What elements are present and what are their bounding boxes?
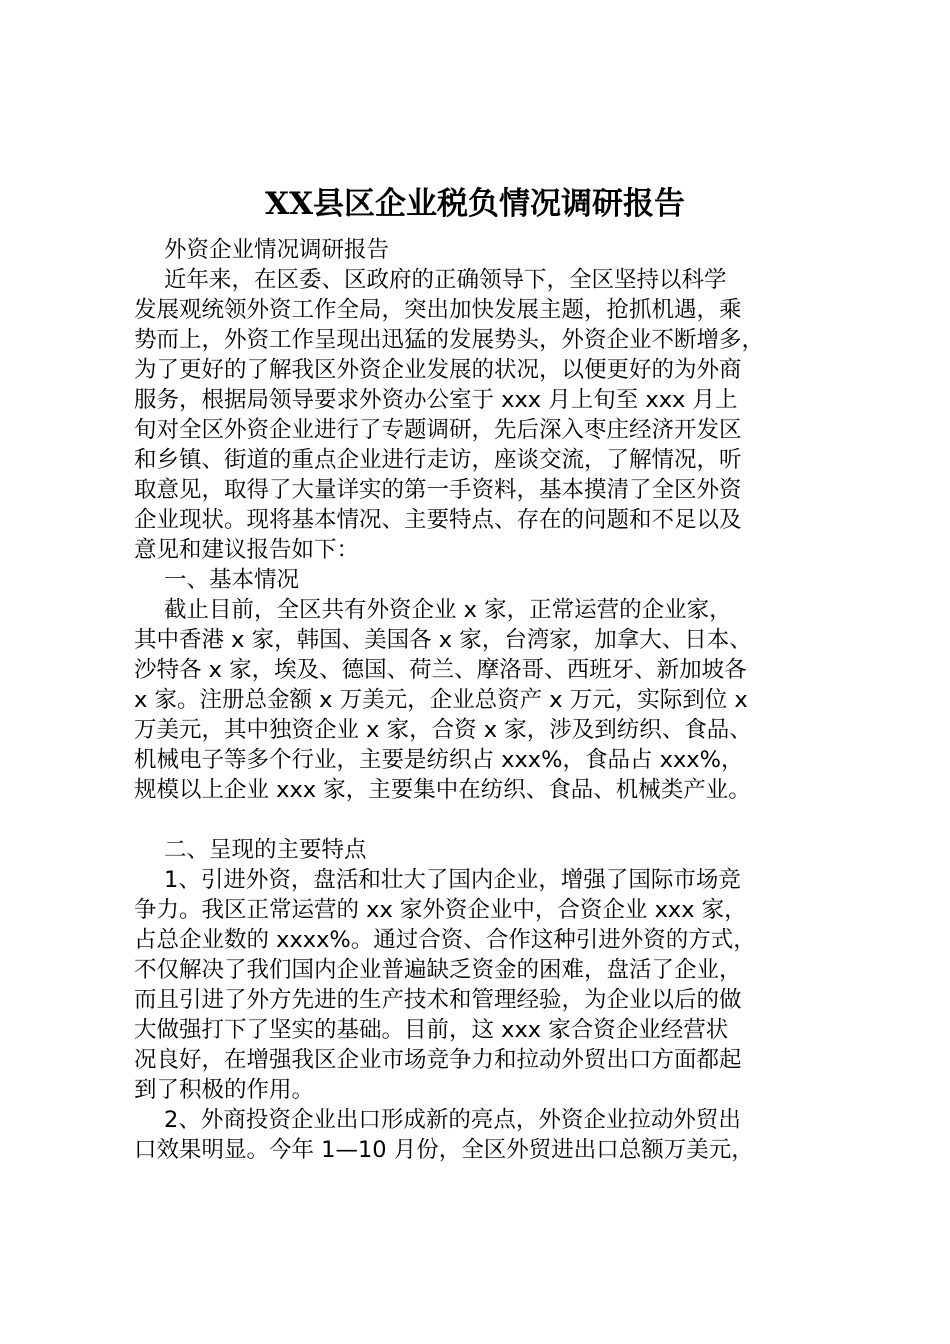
paragraph-line: 企业现状。现将基本情况、主要特点、存在的问题和不足以及 (134, 507, 742, 533)
paragraph-line: 为了更好的了解我区外资企业发展的状况，以便更好的为外商 (134, 357, 742, 383)
paragraph-line: 服务，根据局领导要求外资办公室于 xxx 月上旬至 xxx 月上 (134, 387, 738, 413)
paragraph-line: 意见和建议报告如下： (134, 537, 360, 563)
paragraph-line: 况良好，在增强我区企业市场竞争力和拉动外贸出口方面都起 (134, 1047, 742, 1073)
paragraph-line: 争力。我区正常运营的 xx 家外资企业中，合资企业 xxx 家， (134, 897, 747, 923)
paragraph-line: 势而上，外资工作呈现出迅猛的发展势头，外资企业不断增多， (134, 327, 765, 353)
paragraph-line: 截止目前，全区共有外资企业 x 家，正常运营的企业家， (164, 597, 732, 623)
document-title: XX县区企业税负情况调研报告 (264, 186, 686, 222)
paragraph-line: 取意见，取得了大量详实的第一手资料，基本摸清了全区外资 (134, 477, 742, 503)
section-heading: 二、呈现的主要特点 (164, 837, 367, 863)
paragraph-line: 2、外商投资企业出口形成新的亮点，外资企业拉动外贸出 (164, 1107, 741, 1133)
paragraph-line: 规模以上企业 xxx 家，主要集中在纺织、食品、机械类产业。 (134, 777, 751, 803)
paragraph-line: 1、引进外资，盘活和壮大了国内企业，增强了国际市场竞 (164, 867, 741, 893)
paragraph-line: x 家。注册总金额 x 万美元，企业总资产 x 万元，实际到位 x (134, 687, 748, 713)
paragraph-line: 不仅解决了我们国内企业普遍缺乏资金的困难，盘活了企业， (134, 957, 742, 983)
section-heading: 一、基本情况 (164, 567, 300, 593)
subtitle-line: 外资企业情况调研报告 (164, 237, 390, 263)
paragraph-line: 而且引进了外方先进的生产技术和管理经验，为企业以后的做 (134, 987, 742, 1013)
paragraph-line: 旬对全区外资企业进行了专题调研，先后深入枣庄经济开发区 (134, 417, 742, 443)
paragraph-line: 到了积极的作用。 (134, 1077, 315, 1103)
paragraph-line: 大做强打下了坚实的基础。目前，这 xxx 家合资企业经营状 (134, 1017, 729, 1043)
paragraph-line: 其中香港 x 家，韩国、美国各 x 家，台湾家，加拿大、日本、 (134, 627, 752, 653)
paragraph-line: 占总企业数的 xxxx%。通过合资、合作这种引进外资的方式， (134, 927, 756, 953)
paragraph-line: 发展观统领外资工作全局，突出加快发展主题，抢抓机遇，乘 (134, 297, 742, 323)
paragraph-line: 万美元，其中独资企业 x 家，合资 x 家，涉及到纺织、食品、 (134, 717, 752, 743)
paragraph-line: 沙特各 x 家，埃及、德国、荷兰、摩洛哥、西班牙、新加坡各 (134, 657, 747, 683)
paragraph-line: 口效果明显。今年 1—10 月份，全区外贸进出口总额万美元， (134, 1137, 754, 1163)
paragraph-line: 近年来，在区委、区政府的正确领导下，全区坚持以科学 (164, 267, 727, 293)
paragraph-line: 机械电子等多个行业，主要是纺织占 xxx%，食品占 xxx%， (134, 747, 744, 773)
paragraph-line: 和乡镇、街道的重点企业进行走访，座谈交流，了解情况，听 (134, 447, 742, 473)
